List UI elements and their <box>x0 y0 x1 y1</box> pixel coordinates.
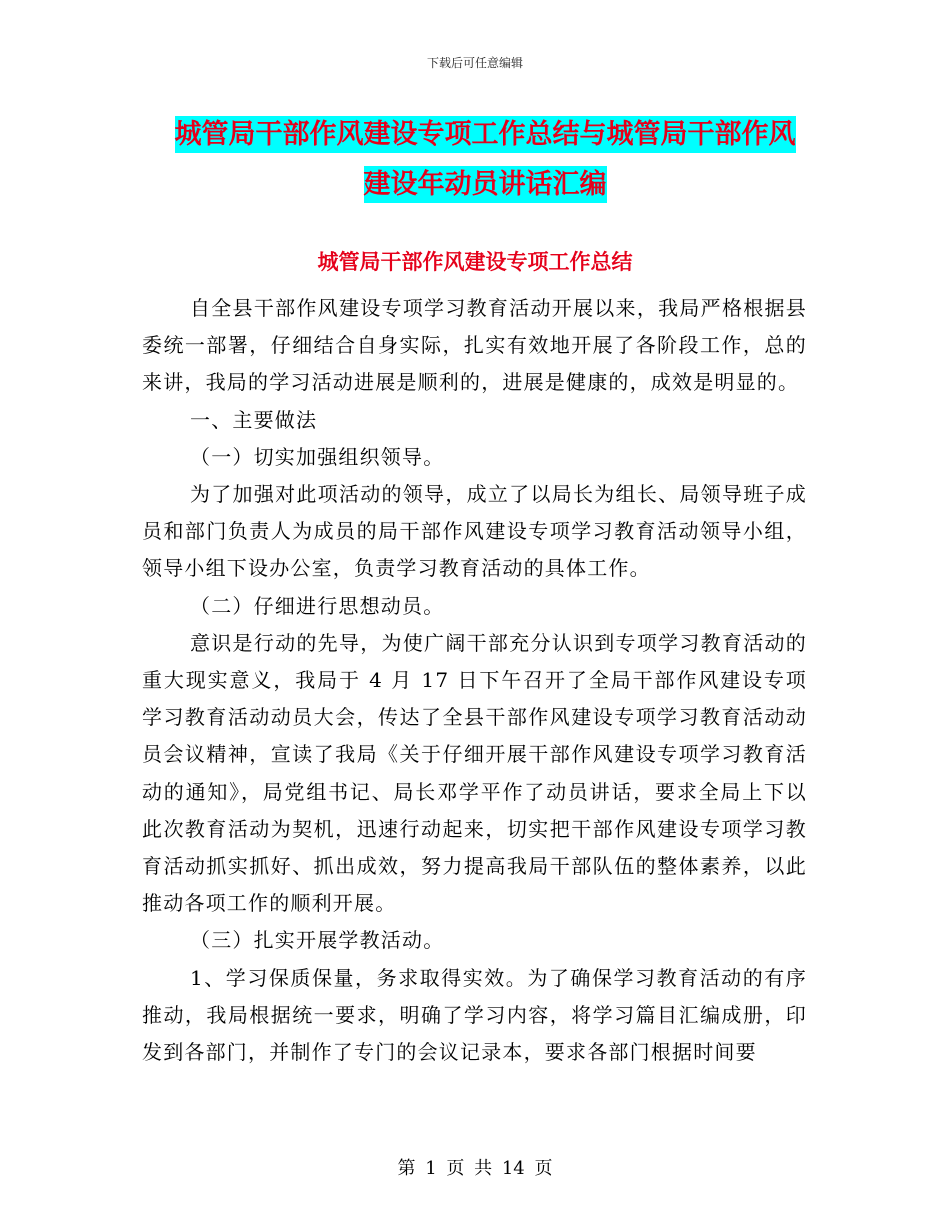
document-title <box>140 110 830 210</box>
heading-main-practices: 一、主要做法 <box>190 407 318 432</box>
page-footer: 第 1 页 共 14 页 <box>397 1158 553 1179</box>
header-note: 下载后可任意编辑 <box>426 56 523 70</box>
subheading-mobilization: （二）仔细进行思想动员。 <box>190 593 445 618</box>
paragraph-mobilization: 意识是行动的先导，为使广阔干部充分认识到专项学习教育活动的重大现实意义，我局于 4 月 17 日下午召开了全局干部作风建设专项学习教育活动动员大会，传达了全县干部作风建设专项学习教育活动动员会议精神，宣读了我局《关于仔细开展干部作风建设专项学习教育活动的通知》，局党组书记、局长邓学平作了动员讲话，要求全局上下以此次教育活动为契机，迅速行动起来，切实把干部作风建设专项学习教育活动抓实抓好、抓出成效，努力提高我局干部队伍的整体素养，以此推动各项工作的顺利开展。 <box>142 630 807 916</box>
body-text <box>142 290 807 1071</box>
title-line-2: 建设年动员讲话汇编 <box>364 166 607 203</box>
section-title: 城管局干部作风建设专项工作总结 <box>317 249 633 274</box>
paragraph-intro: 自全县干部作风建设专项学习教育活动开展以来，我局严格根据县委统一部署，仔细结合自身实际，扎实有效地开展了各阶段工作，总的来讲，我局的学习活动进展是顺利的，进展是健康的，成效是明显的。 <box>142 296 807 395</box>
subheading-activities: （三）扎实开展学教活动。 <box>190 928 445 953</box>
title-line-1: 城管局干部作风建设专项工作总结与城管局干部作风 <box>175 116 796 153</box>
subheading-leadership: （一）切实加强组织领导。 <box>190 444 445 469</box>
paragraph-leadership: 为了加强对此项活动的领导，成立了以局长为组长、局领导班子成员和部门负责人为成员的局干部作风建设专项学习教育活动领导小组，领导小组下设办公室，负责学习教育活动的具体工作。 <box>142 482 807 581</box>
paragraph-activities: 1、学习保质保量，务求取得实效。为了确保学习教育活动的有序推动，我局根据统一要求，明确了学习内容，将学习篇目汇编成册，印发到各部门，并制作了专门的会议记录本，要求各部门根据时间要 <box>142 965 807 1065</box>
